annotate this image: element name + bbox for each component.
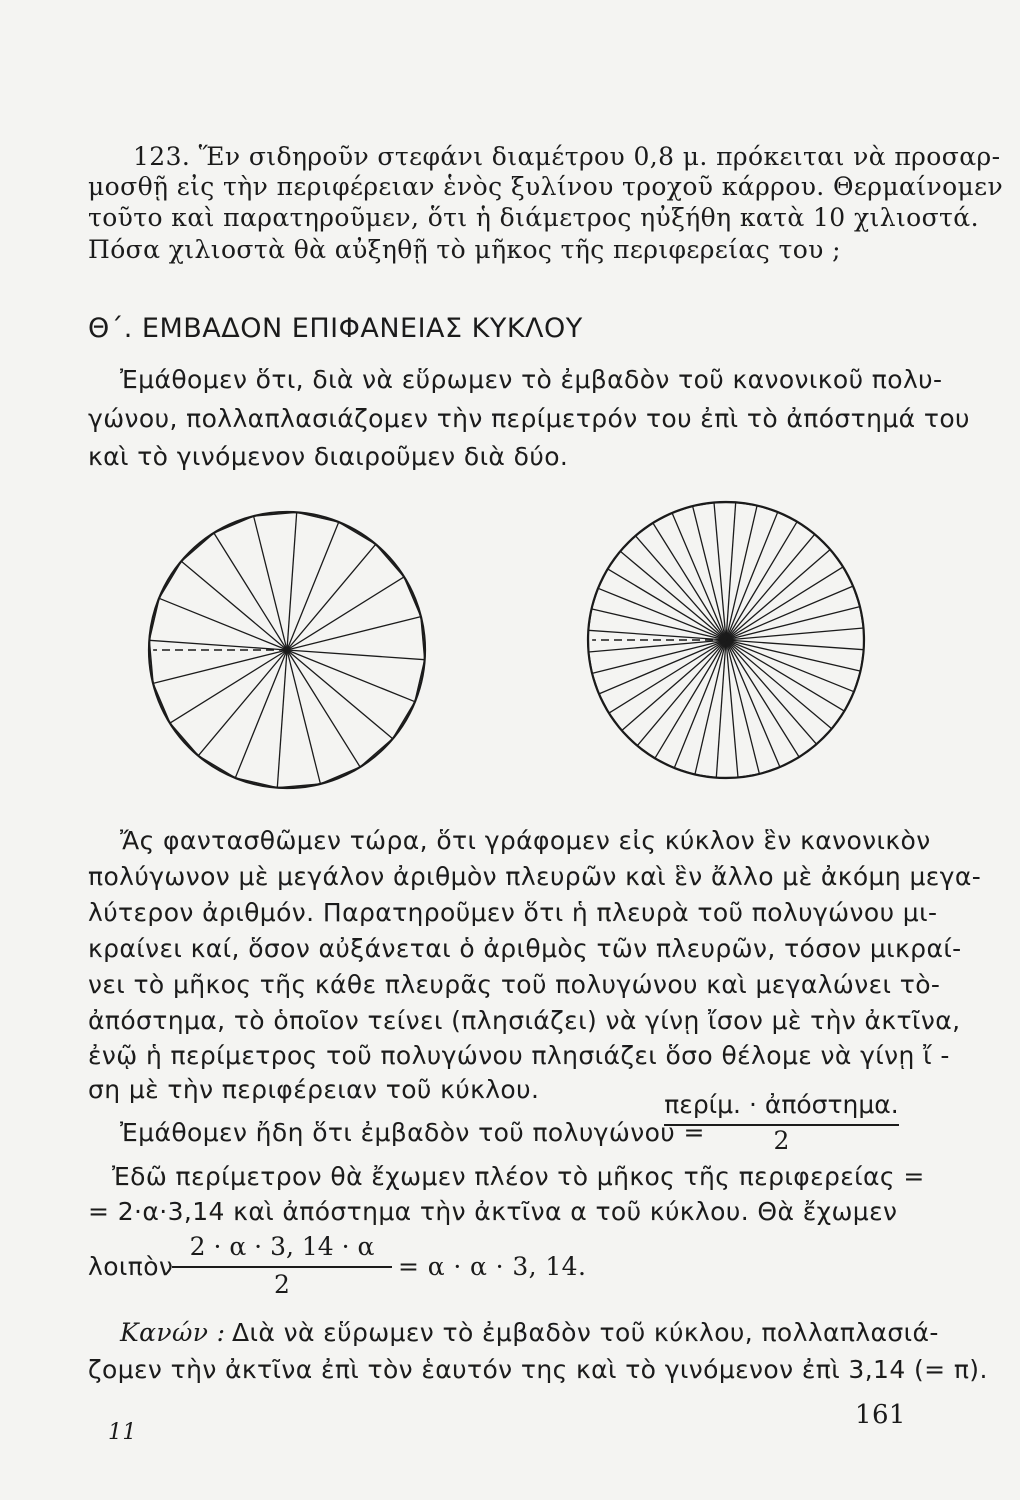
intro-line: Ἐμάθομεν ὅτι, διὰ νὰ εὕρωμεν τὸ ἐμβαδὸν τοῦ κανονικοῦ πολυ- [120,365,943,394]
rule-line: ζομεν τὴν ἀκτῖνα ἐπὶ τὸν ἑαυτόν της καὶ τὸ γινόμενον ἐπὶ 3,14 (= π). [88,1355,988,1384]
radius-spoke [726,640,832,729]
body-line: ἐνῷ ἡ περίμετρος τοῦ πολυγώνου πλησιάζει ὅσο θέλομε νὰ γίνῃ ἴ - [88,1041,950,1070]
radius-spoke [714,503,726,641]
body-line: νει τὸ μῆκος τῆς κάθε πλευρᾶς τοῦ πολυγώνου καὶ μεγαλώνει τὸ- [88,970,941,999]
radius-spoke [726,628,864,640]
radius-spoke [726,522,797,640]
body-line: κραίνει καί, ὅσον αὐξάνεται ὁ ἀριθμὸς τῶν πλευρῶν, τόσον μικραί- [88,934,962,963]
radius-spoke [287,650,393,739]
body-line: ἀπόστημα, τὸ ὁποῖον τείνει (πλησιάζει) νὰ γίνῃ ἴσον μὲ τὴν ἀκτῖνα, [88,1006,961,1035]
radius-spoke [726,640,738,778]
radius-spoke [609,640,726,713]
problem-line: μοσθῇ εἰς τὴν περιφέρειαν ἑνὸς ξυλίνου τροχοῦ κάρρου. Θερμαίνομεν [88,172,1004,201]
radius-spoke [287,617,421,650]
here-line: = 2·α·3,14 καὶ ἀπόστημα τὴν ἀκτῖνα α τοῦ κύκλου. Θὰ ἔχωμεν [88,1197,898,1226]
radius-spoke [653,523,726,640]
radius-spoke [287,577,404,650]
formula-numerator: 2 · α · 3, 14 · α [189,1232,375,1261]
radius-spoke [589,640,727,652]
formula-denominator: 2 [773,1126,790,1155]
radius-spoke [726,640,799,757]
fraction-bar [172,1266,392,1268]
intro-line: καὶ τὸ γινόμενον διαιροῦμεν διὰ δύο. [88,442,569,471]
radius-spoke [608,569,726,640]
radius-spoke [287,650,320,784]
radius-spoke [726,567,843,640]
radius-spoke [170,650,287,723]
formula-result: = α · α · 3, 14. [398,1252,587,1281]
formula-prefix: λοιπὸν [88,1252,174,1281]
signature-mark: 11 [108,1420,137,1445]
polygon-circle-figure-left [137,500,437,800]
body-line: λύτερον ἀριθμόν. Παρατηροῦμεν ὅτι ἡ πλευρὰ τοῦ πολυγώνου μι- [88,898,938,927]
radius-spoke [620,551,726,640]
radius-spoke [181,561,287,650]
problem-line: 123. Ἕν σιδηροῦν στεφάνι διαμέτρου 0,8 μ. πρόκειται νὰ προσαρ- [133,142,1001,171]
formula-prefix: Ἐμάθομεν ἤδη ὅτι ἐμβαδὸν τοῦ πολυγώνου = [120,1118,705,1147]
radius-spoke [655,640,726,758]
radius-spoke [726,640,844,711]
radius-spoke [214,533,287,650]
radius-spoke [254,516,287,650]
body-line: πολύγωνον μὲ μεγάλον ἀριθμὸν πλευρῶν καὶ ἓν ἄλλο μὲ ἀκόμη μεγα- [88,862,982,891]
radius-spoke [287,544,376,650]
radius-spoke [637,640,726,746]
formula-numerator: περίμ. · ἀπόστημα. [664,1090,899,1119]
problem-line: τοῦτο καὶ παρατηροῦμεν, ὅτι ἡ διάμετρος ηὐξήθη κατὰ 10 χιλιοστά. [88,203,979,232]
body-line: Ἄς φαντασθῶμεν τώρα, ὅτι γράφομεν εἰς κύκλον ἓν κανονικὸν [120,826,931,855]
radius-spoke [153,650,287,683]
radius-spoke [287,650,360,767]
body-line: ση μὲ τὴν περιφέρειαν τοῦ κύκλου. [88,1075,540,1104]
section-heading: Θ΄. ΕΜΒΑΔΟΝ ΕΠΙΦΑΝΕΙΑΣ ΚΥΚΛΟΥ [88,313,583,344]
rule-text: Διὰ νὰ εὕρωμεν τὸ ἐμβαδὸν τοῦ κύκλου, πολλαπλασιά- [232,1318,939,1347]
rule-label: Κανών : [120,1318,226,1347]
page-number: 161 [855,1400,906,1430]
radius-spoke [198,650,287,756]
intro-line: γώνου, πολλαπλασιάζομεν τὴν περίμετρόν του ἐπὶ τὸ ἀπόστημά του [88,404,970,433]
radius-spoke [726,534,815,640]
problem-line: Πόσα χιλιοστὰ θὰ αὐξηθῇ τὸ μῆκος τῆς περιφερείας του ; [88,235,841,264]
formula-denominator: 2 [274,1270,290,1299]
polygon-circle-figure-right [576,490,876,790]
here-line: Ἐδῶ περίμετρον θὰ ἔχωμεν πλέον τὸ μῆκος τῆς περιφερείας = [112,1162,925,1191]
